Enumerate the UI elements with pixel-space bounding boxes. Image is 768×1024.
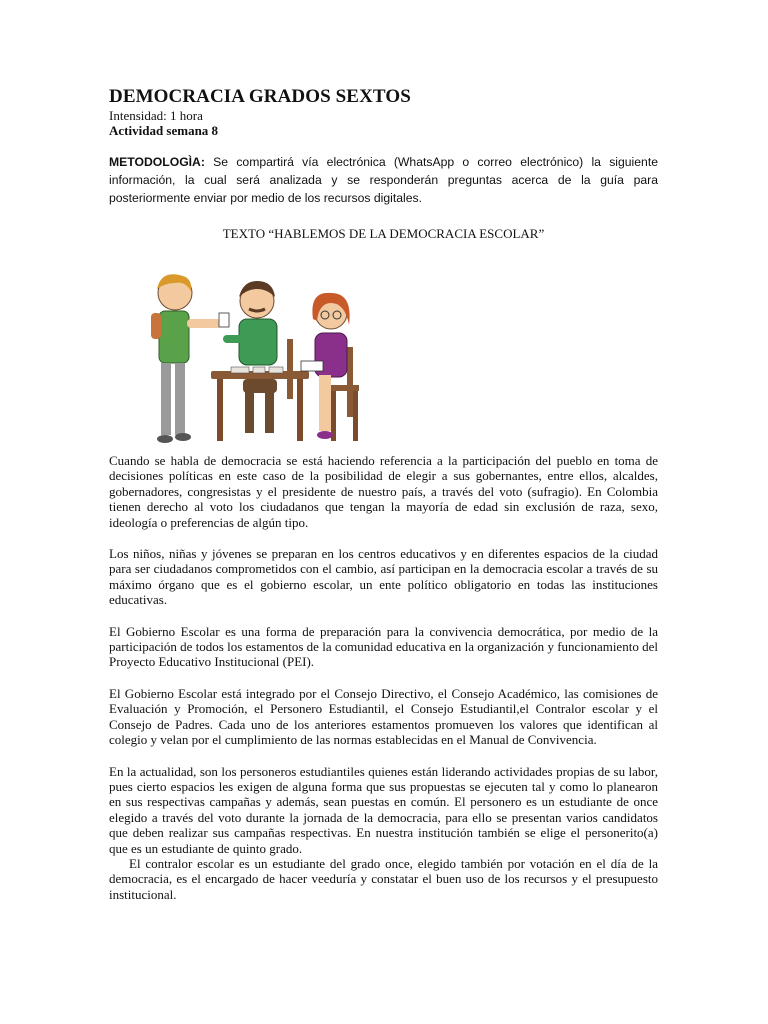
activity-line: Actividad semana 8	[109, 123, 219, 138]
intensity-line: Intensidad: 1 hora	[109, 108, 203, 123]
methodology-label: METODOLOGÌA:	[109, 155, 205, 169]
paragraph-democracia: Cuando se habla de democracia se está haciendo referencia a la participación del pueblo en toma de decisiones políticas en este caso de la posibilidad de elegir a sus gobernantes, entre ellos, alcaldes, gobernadores, congresistas y el presidente de nuestro país, a través del voto (sufragio). En Colombia tienen derecho al voto los ciudadanos que tengan la mayoría de edad sin exclusión de raza, sexo, ideología o preferencias de algún tipo.	[109, 453, 658, 530]
paragraph-ninos: Los niños, niñas y jóvenes se preparan en los centros educativos y en diferentes espacios de la ciudad para ser ciudadanos comprometidos con el cambio, así participan en la democracia escolar a través de su máximo órgano que es el gobierno escolar, un ente político obligatorio en todas las instituciones educativas.	[109, 546, 658, 608]
paragraph-contralor: El contralor escolar es un estudiante del grado once, elegido también por votación en el día de la democracia, es el encargado de hacer veeduría y constatar el buen uso de los recursos y el presupuesto institucional.	[109, 855, 658, 902]
text-title: TEXTO “HABLEMOS DE LA DEMOCRACIA ESCOLAR”	[222, 226, 545, 241]
paragraph-personeros: En la actualidad, son los personeros estudiantiles quienes están liderando actividades propias de su labor, pues cierto espacios les exigen de alguna forma que sus propuestas se ejecuten tal y como lo planearon en sus respectivas campañas y además, sean puestas en común. El personero es un estudiante de once elegido a través del voto durante la jornada de la democracia, para ello se presentan varios candidatos que deben realizar sus campañas respectivas. En nuestra institución también se elige el personerito(a) que es un estudiante de quinto grado.	[109, 763, 658, 856]
document-page	[109, 86, 658, 902]
document-title: DEMOCRACIA GRADOS SEXTOS	[109, 86, 411, 107]
methodology-text: Se compartirá vía electrónica (WhatsApp o correo electrónico) la siguiente información, la cual será analizada y se responderán preguntas acerca de la guía para posteriormente enviar por medio de los recursos digitales.	[109, 155, 658, 205]
voting-illustration	[139, 269, 369, 449]
paragraph-integrantes: El Gobierno Escolar está integrado por el Consejo Directivo, el Consejo Académico, las comisiones de Evaluación y Promoción, el Personero Estudiantil, el Consejo Estudiantil,el Contralor escolar y el Consejo de Padres. Cada uno de los anteriores estamentos promueven los valores que identifican al colegio y velan por el cumplimiento de las normas establecidas en el Manual de Convivencia.	[109, 685, 658, 748]
body-text	[109, 453, 658, 918]
methodology-paragraph	[109, 153, 658, 207]
paragraph-gobierno-escolar: El Gobierno Escolar es una forma de preparación para la convivencia democrática, por medio de la participación de todos los estamentos de la comunidad educativa en la organización y funcionamiento del Proyecto Educativo Institucional (PEI).	[109, 623, 658, 670]
